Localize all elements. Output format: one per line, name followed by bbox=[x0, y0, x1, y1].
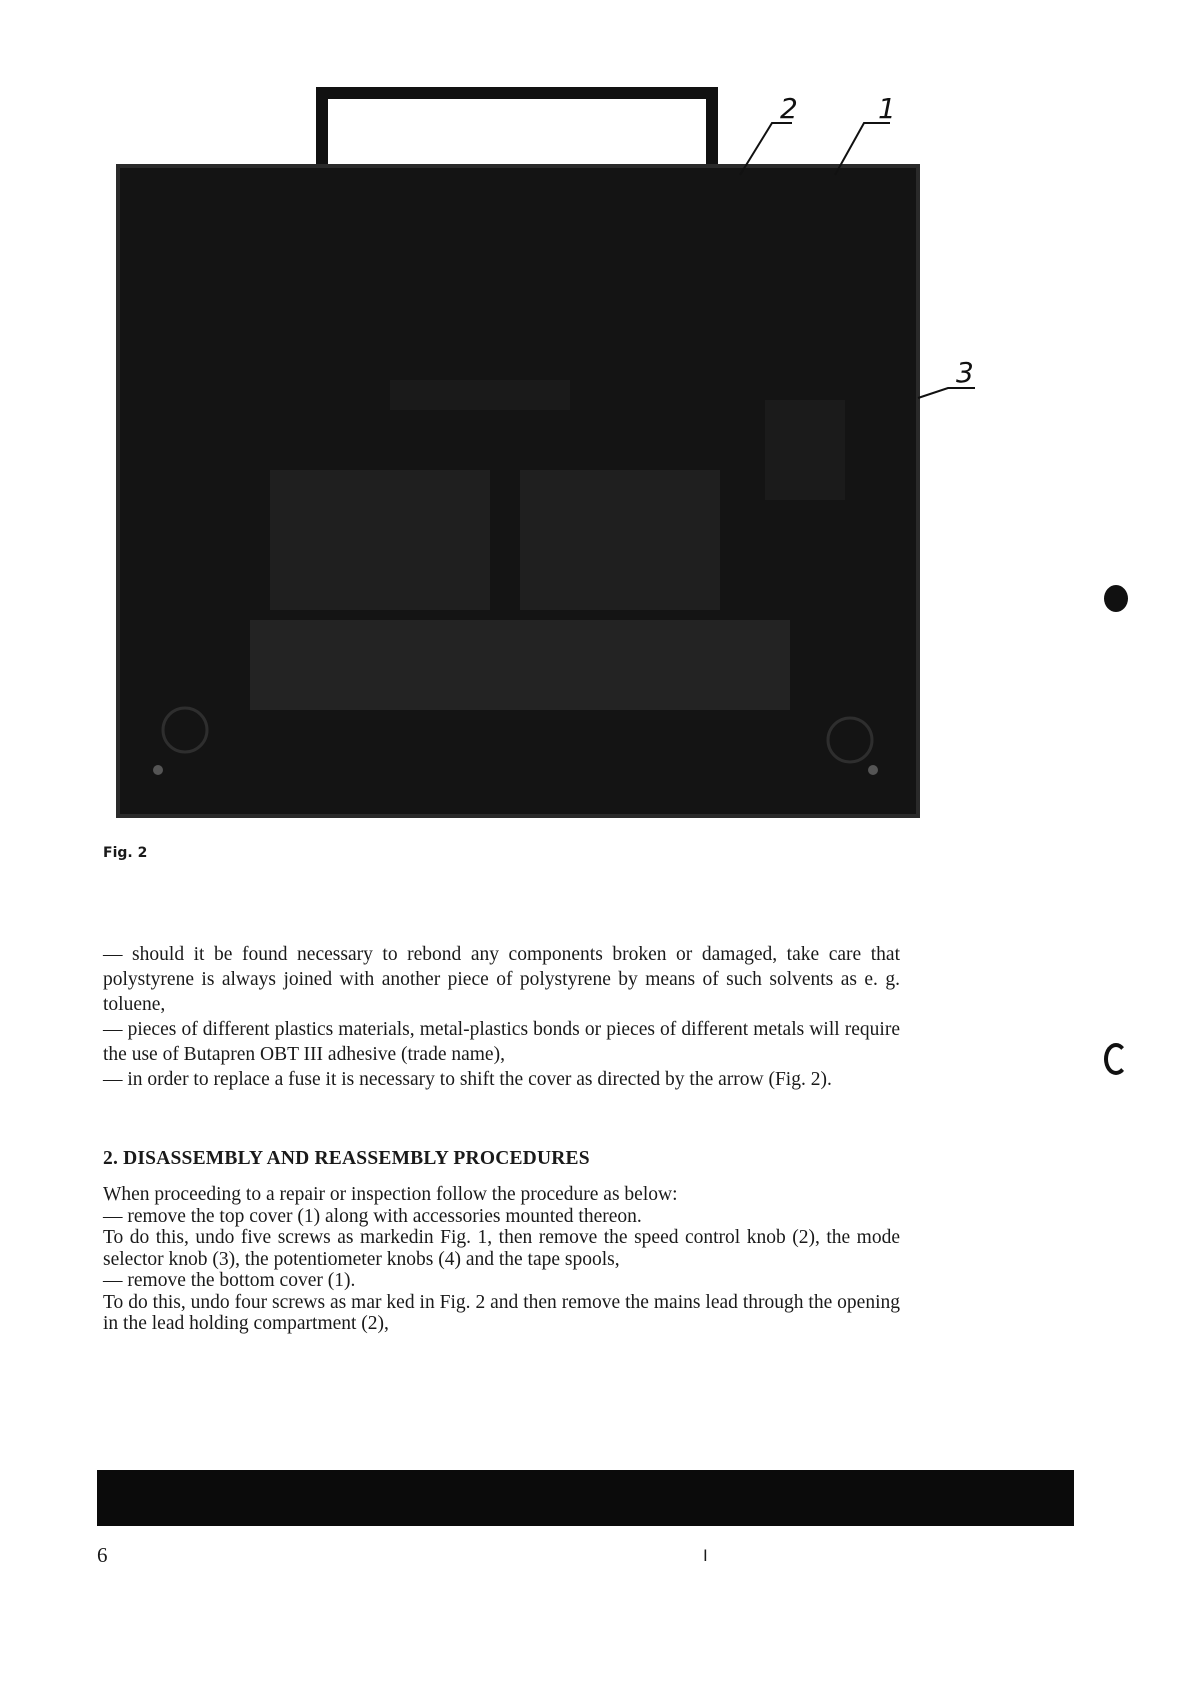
paragraph-top-cover-detail: To do this, undo five screws as markedin Fig. 1, then remove the speed control knob (2), the mode selector knob (3), the potentiometer knobs (4) and the tape spools, bbox=[103, 1227, 900, 1270]
callout-1: 1 bbox=[878, 92, 896, 125]
section-heading: 2. DISASSEMBLY AND REASSEMBLY PROCEDURES bbox=[103, 1148, 590, 1169]
paragraph-bottom-cover-detail: To do this, undo four screws as mar ked in Fig. 2 and then remove the mains lead through the opening in the lead holding compartment (2), bbox=[103, 1291, 900, 1334]
device-photo-figure bbox=[100, 80, 990, 820]
center-mark: I bbox=[703, 1546, 708, 1565]
procedure-text bbox=[103, 1184, 900, 1335]
binder-hole-icon bbox=[1104, 1043, 1128, 1075]
vent-grille-left bbox=[270, 470, 490, 610]
device-photo bbox=[100, 80, 990, 820]
fuse-compartment bbox=[765, 400, 845, 500]
binder-hole-icon bbox=[1104, 585, 1128, 612]
paragraph-top-cover: — remove the top cover (1) along with accessories mounted thereon. bbox=[103, 1205, 642, 1227]
vent-grille-right bbox=[520, 470, 720, 610]
paragraph-fuse: — in order to replace a fuse it is necessary to shift the cover as directed by the arrow (Fig. 2). bbox=[103, 1069, 832, 1090]
paragraph-adhesive: — pieces of different plastics materials, metal-plastics bonds or pieces of different metals will require the use of Butapren OBT III adhesive (trade name), bbox=[103, 1019, 900, 1065]
callout-3: 3 bbox=[956, 356, 974, 389]
paragraph-intro: When proceeding to a repair or inspection follow the procedure as below: bbox=[103, 1184, 678, 1205]
page-number: 6 bbox=[97, 1543, 108, 1567]
paragraph-rebond: — should it be found necessary to rebond any components broken or damaged, take care that polystyrene is always joined with another piece of polystyrene by means of such solvents as e. g. toluene, bbox=[103, 944, 900, 1015]
rebond-instructions bbox=[103, 942, 900, 1092]
paragraph-bottom-cover: — remove the bottom cover (1). bbox=[103, 1270, 356, 1291]
callout-2: 2 bbox=[780, 92, 798, 125]
carry-handle bbox=[322, 93, 712, 175]
footer-bar bbox=[97, 1470, 1074, 1526]
figure-caption: Fig. 2 bbox=[103, 845, 148, 861]
